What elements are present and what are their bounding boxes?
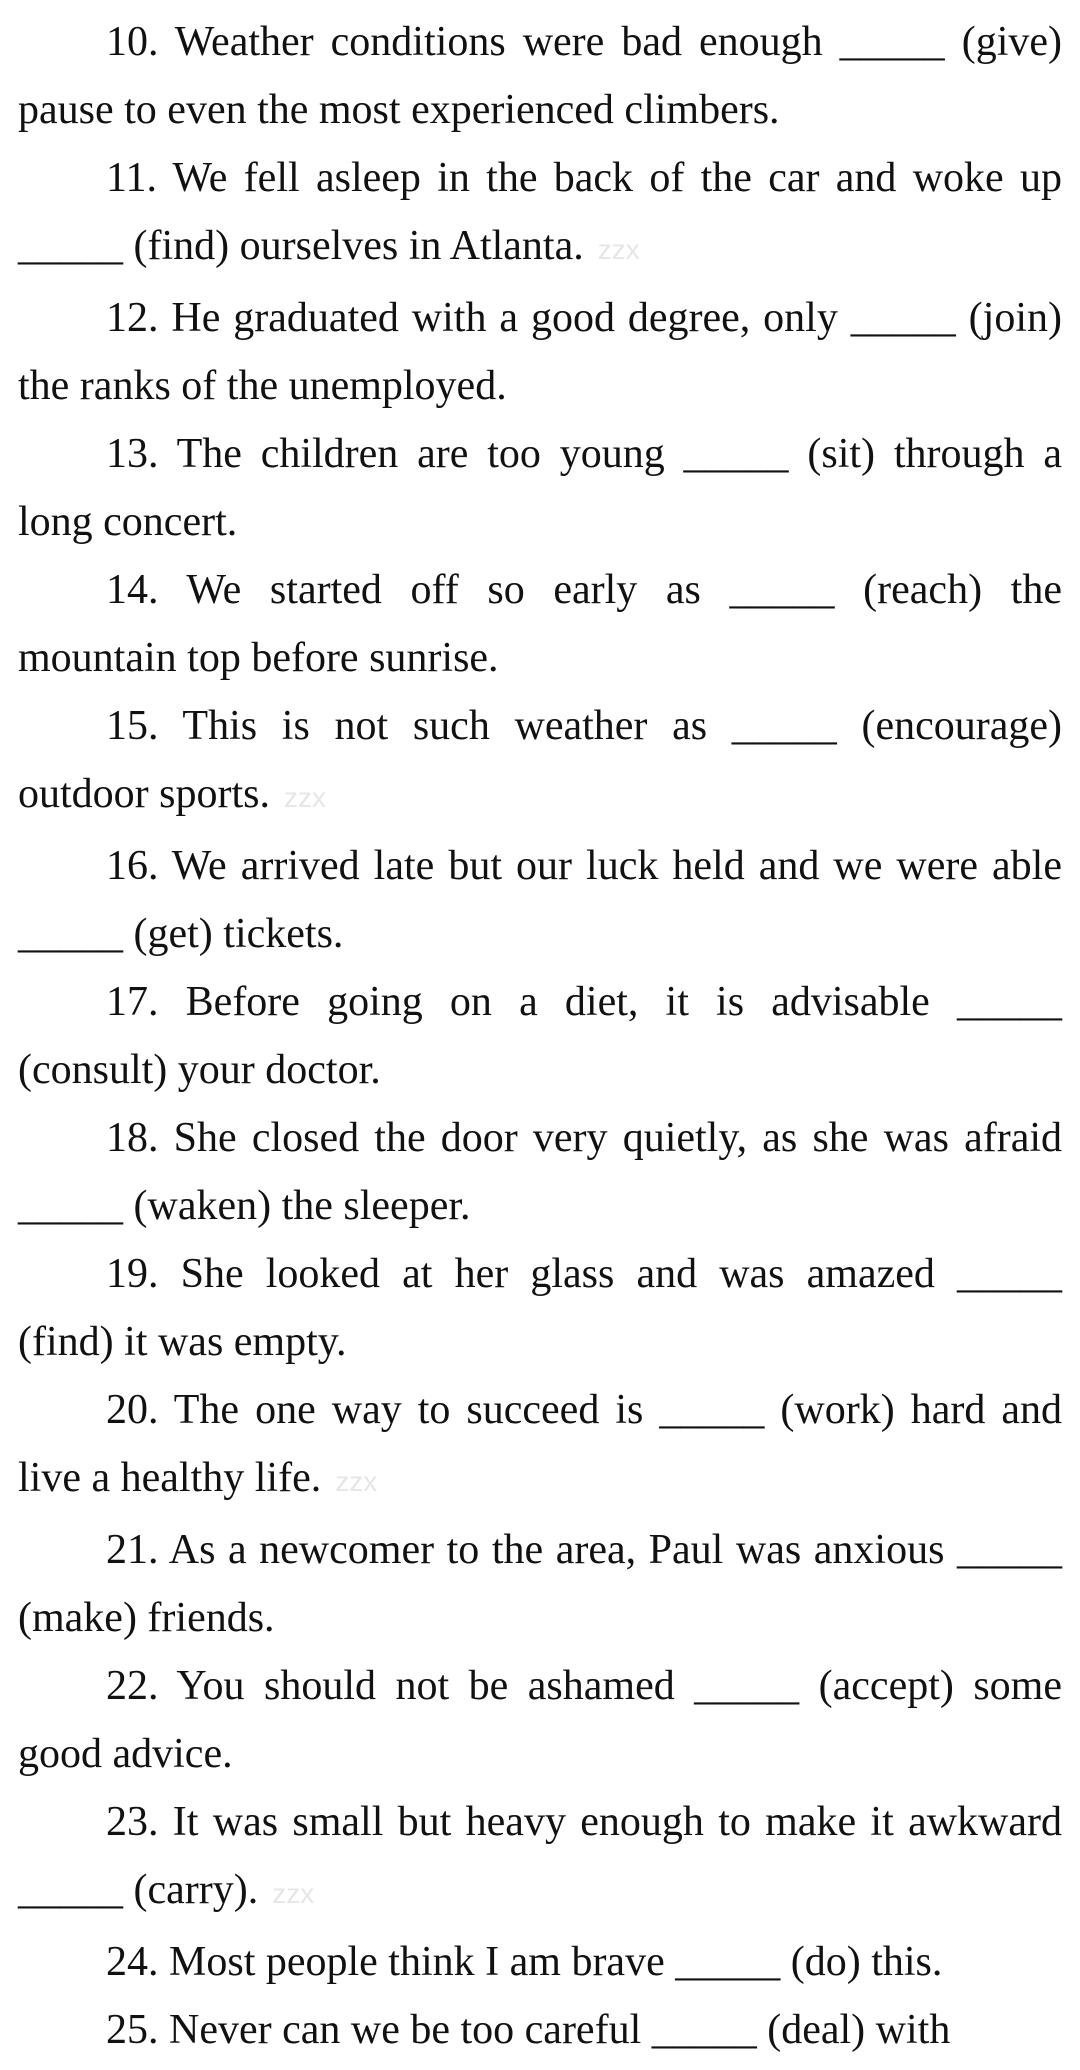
exercise-item-16	[18, 832, 1062, 968]
exercise-item-23	[18, 1788, 1062, 1928]
exercise-item-20	[18, 1376, 1062, 1516]
item-text: 20. The one way to succeed is _____ (work) hard and live a healthy life.	[18, 1387, 1062, 1501]
item-text: 16. We arrived late but our luck held and we were able _____ (get) tickets.	[18, 843, 1062, 957]
exercise-item-17	[18, 968, 1062, 1104]
item-text: 23. It was small but heavy enough to make it awkward _____ (carry).	[18, 1799, 1062, 1913]
exercise-item-18	[18, 1104, 1062, 1240]
exercise-page	[18, 8, 1062, 2064]
exercise-item-10	[18, 8, 1062, 144]
item-text: 13. The children are too young _____ (sit) through a long concert.	[18, 431, 1062, 545]
exercise-item-11	[18, 144, 1062, 284]
item-text: 17. Before going on a diet, it is advisable _____ (consult) your doctor.	[18, 979, 1062, 1093]
item-text: 11. We fell asleep in the back of the car and woke up _____ (find) ourselves in Atlanta.	[18, 155, 1062, 269]
watermark: zzx	[335, 1466, 378, 1497]
watermark: zzx	[272, 1878, 315, 1909]
exercise-item-24	[18, 1928, 1062, 1996]
exercise-item-12	[18, 284, 1062, 420]
watermark: zzx	[284, 782, 326, 813]
exercise-item-21	[18, 1516, 1062, 1652]
exercise-item-19	[18, 1240, 1062, 1376]
exercise-item-15	[18, 692, 1062, 832]
item-text: 14. We started off so early as _____ (reach) the mountain top before sunrise.	[18, 567, 1062, 681]
item-text: 19. She looked at her glass and was amazed _____ (find) it was empty.	[18, 1251, 1062, 1365]
item-text: 22. You should not be ashamed _____ (accept) some good advice.	[18, 1663, 1062, 1777]
exercise-item-22	[18, 1652, 1062, 1788]
watermark: zzx	[597, 234, 640, 265]
item-text: 12. He graduated with a good degree, only _____ (join) the ranks of the unemployed.	[18, 295, 1062, 409]
item-text: 15. This is not such weather as _____ (encourage) outdoor sports.	[18, 703, 1062, 817]
item-text: 25. Never can we be too careful _____ (deal) with	[106, 2007, 951, 2053]
item-text: 18. She closed the door very quietly, as she was afraid _____ (waken) the sleeper.	[18, 1115, 1062, 1229]
item-text: 24. Most people think I am brave _____ (do) this.	[106, 1939, 943, 1985]
item-text: 10. Weather conditions were bad enough _____ (give) pause to even the most experienced climbers.	[18, 19, 1062, 133]
exercise-item-25	[18, 1996, 1062, 2064]
exercise-item-14	[18, 556, 1062, 692]
item-text: 21. As a newcomer to the area, Paul was anxious _____ (make) friends.	[18, 1527, 1062, 1641]
exercise-item-13	[18, 420, 1062, 556]
